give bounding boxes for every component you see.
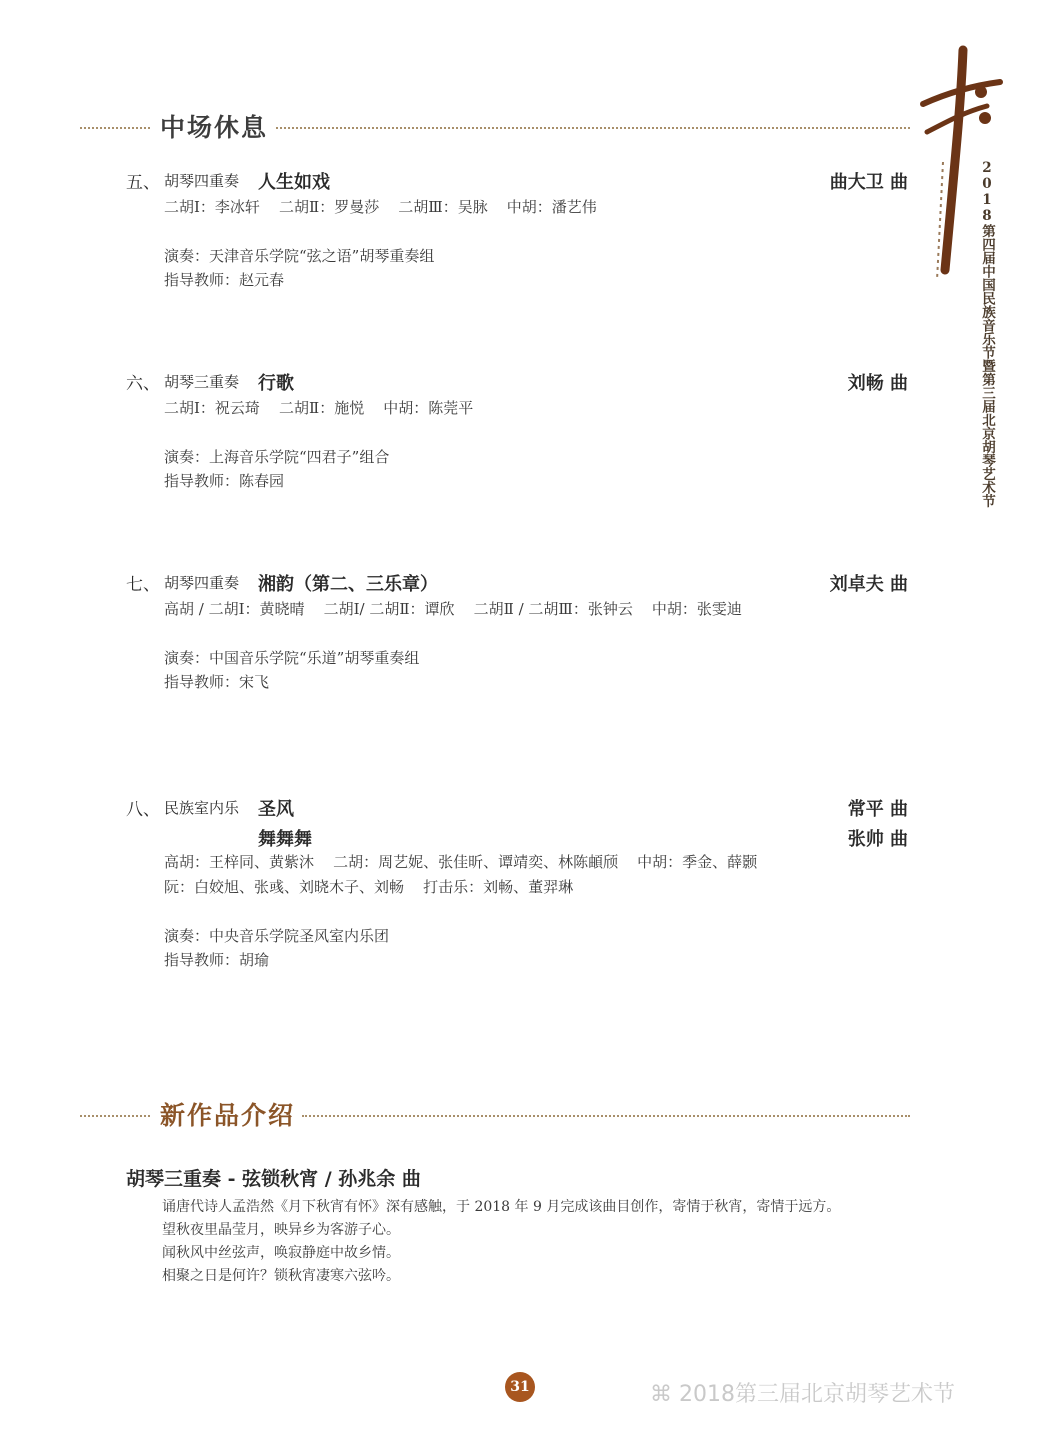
program-genre: 胡琴三重奏 [164,373,240,391]
divider [302,1115,910,1117]
divider [80,127,150,129]
performer-list: 阮：白姣旭、张彧、刘晓木子、刘畅 打击乐：刘畅、董羿琳 [164,878,574,896]
section-title: 中场休息 [160,113,269,142]
watermark-text: 2018第三届北京胡琴艺术节 [679,1382,955,1407]
program-title: 圣风 [258,799,294,820]
instructor-line: 指导教师：胡瑜 [164,951,270,969]
poem-line: 望秋夜里晶莹月，映异乡为客游子心。 [162,1222,400,1238]
performer-list: 二胡Ⅰ：祝云琦 二胡Ⅱ：施悦 中胡：陈莞平 [164,399,474,417]
program-item [126,570,908,700]
program-number: 五、 [126,173,160,193]
program-item [126,369,908,499]
performer-list: 二胡Ⅰ：李冰轩 二胡Ⅱ：罗曼莎 二胡Ⅲ：吴脉 中胡：潘艺伟 [164,198,597,216]
ensemble-line: 演奏：上海音乐学院“四君子”组合 [164,448,390,466]
watermark [650,1377,955,1408]
section-title: 新作品介绍 [160,1101,296,1130]
section-header-intermission [80,108,910,148]
program-title: 湘韵（第二、三乐章） [258,574,438,595]
program-number: 七、 [126,575,160,595]
performer-list: 高胡：王梓同、黄紫沐 二胡：周艺妮、张佳昕、谭靖奕、林陈頔颀 中胡：季金、薛颢 [164,853,758,871]
program-item [126,795,908,975]
program-composer-second: 张帅 曲 [847,829,908,850]
ensemble-line: 演奏：中央音乐学院圣风室内乐团 [164,927,390,945]
program-composer: 刘卓夫 曲 [829,574,908,595]
program-item [126,168,908,298]
program-number: 八、 [126,800,160,820]
program-composer: 曲大卫 曲 [829,172,908,193]
program-genre: 胡琴四重奏 [164,172,240,190]
instructor-line: 指导教师：宋飞 [164,673,270,691]
performer-list: 高胡 / 二胡Ⅰ：黄晓晴 二胡Ⅰ/ 二胡Ⅱ：谭欣 二胡Ⅱ / 二胡Ⅲ：张钟云 中胡：张雯迪 [164,600,742,618]
program-composer: 常平 曲 [847,799,908,820]
ensemble-line: 演奏：天津音乐学院“弦之语”胡琴重奏组 [164,247,435,265]
page-number-badge: 31 [505,1372,535,1402]
program-composer: 刘畅 曲 [847,373,908,394]
festival-sidebar-title: 2018第四届中国民族音乐节暨第三届北京胡琴艺术节 [979,160,995,508]
divider [276,127,910,129]
program-number: 六、 [126,374,160,394]
program-title-second: 舞舞舞 [258,829,312,850]
divider [80,1115,150,1117]
instructor-line: 指导教师：赵元春 [164,271,285,289]
poem-line: 相聚之日是何许？锁秋宵凄寒六弦吟。 [162,1268,400,1284]
wechat-icon: ⌘ [650,1382,672,1407]
new-work-title: 胡琴三重奏 - 弦锁秋宵 / 孙兆余 曲 [126,1168,421,1190]
program-genre: 胡琴四重奏 [164,574,240,592]
new-work-description: 诵唐代诗人孟浩然《月下秋宵有怀》深有感触，于 2018 年 9 月完成该曲目创作，寄情于秋宵，寄情于远方。 [162,1199,841,1215]
ensemble-line: 演奏：中国音乐学院“乐道”胡琴重奏组 [164,649,420,667]
program-title: 人生如戏 [258,172,330,193]
new-work-intro [126,1164,926,1284]
program-genre: 民族室内乐 [164,799,240,817]
instructor-line: 指导教师：陈春园 [164,472,285,490]
poem-line: 闻秋风中丝弦声，唤寂静庭中故乡情。 [162,1245,400,1261]
section-header-new-works [80,1096,910,1136]
program-title: 行歌 [258,373,294,394]
